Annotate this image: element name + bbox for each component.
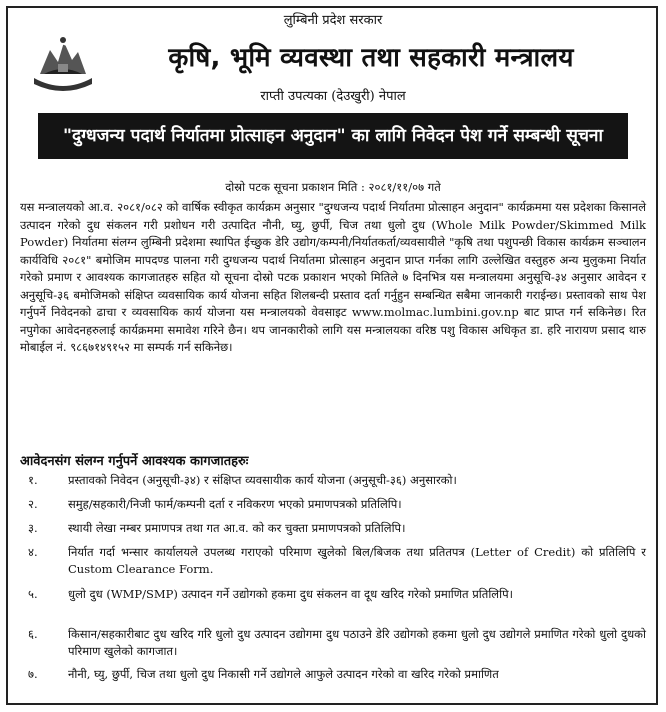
item-number: ६. — [28, 627, 38, 641]
item-number: ७. — [28, 667, 38, 681]
documents-heading: आवेदनसंग संलग्न गर्नुपर्ने आवश्यक कागजातहरुः — [20, 454, 249, 469]
ministry-location: राप्ती उपत्यका (देउखुरी) नेपाल — [260, 89, 406, 104]
publication-date: दोस्रो पटक सूचना प्रकाशन मिति : २०८१/११/०७ गते — [225, 180, 441, 194]
item-text: स्थायी लेखा नम्बर प्रमाणपत्र तथा गत आ.व. को कर चुक्ता प्रमाणपत्रको प्रतिलिपि। — [68, 521, 406, 535]
item-text: समुह/सहकारी/निजी फार्म/कम्पनी दर्ता र नविकरण भएको प्रमाणपत्रको प्रतिलिपि। — [68, 497, 402, 511]
notice-body: यस मन्त्रालयको आ.व. २०८१/०८२ को वार्षिक स्वीकृत कार्यक्रम अनुसार "दुग्धजन्य पदार्थ निर्यातमा प्रोत्साहन अनुदान" कार्यक्रममा यस प्रदेशका किसानले उत्पादन गरेको दुध संकलन गरी प्रशोधन गरी उत्पादित नौनी, घ्यु, छुर्पी, चिज तथा धुलो दुध (Whole Milk Powder/Skimmed Milk Powder) निर्यातमा संलग्न लुम्बिनी प्रदेशमा स्थापित ईच्छुक डेरि उद्योग/कम्पनी/निर्यातकर्ता/व्यवसायीले "कृषि तथा पशुपन्छी विकास कार्यक्रम सञ्चालन कार्यविधि २०८१" बमोजिम मापदण्ड पालना गरी दुग्धजन्य पदार्थ निर्यातमा प्रोत्साहन अनुदान प्राप्त गर्नका लागि उल्लेखित वस्तुहरु अन्य मुलुकमा निर्यात गरेको प्रमाण र आवश्यक कागजातहरु सहित यो सूचना दोस्रो पटक प्रकाशन भएको मितिले ७ दिनभित्र यस मन्त्रालयमा अनुसूचि-३४ अनुसार आवेदन र अनुसूचि-३६ बमोजिमको संक्षिप्त व्यवसायिक कार्य योजना सहित शिलबन्दी प्रस्ताव दर्ता गर्नुहुन सम्बन्धित सबैमा जानकारी गराईन्छ। प्रस्तावको साथ पेश गर्नुपर्ने निवेदनको ढाचा र व्यवसायिक कार्य योजना यस मन्त्रालयको वेवसाइट www.molmac.lumbini.gov.np बाट प्राप्त गर्न सकिनेछ। रित नपुगेका आवेदनहरुलाई कार्यक्रममा समावेश गरिने छैन। थप जानकारीको लागि यस मन्त्रालयका वरिष्ठ पशु विकास अधिकृत डा. हरि नारायण प्रसाद थारु मोबाईल नं. ९८६७१४९१५२ मा सम्पर्क गर्न सकिनेछ। — [20, 200, 646, 354]
item-number: ५. — [28, 587, 38, 601]
item-number: ४. — [28, 545, 38, 559]
item-text: प्रस्तावको निवेदन (अनुसूची-३४) र संक्षिप्त व्यवसायीक कार्य योजना (अनुसूची-३६) अनुसारको। — [68, 473, 457, 487]
item-text: नौनी, घ्यु, छुर्पी, चिज तथा धुलो दुध निकासी गर्ने उद्योगले आफुले उत्पादन गरेको वा खरिद गरेको प्रमाणित — [68, 667, 499, 681]
item-number: १. — [28, 473, 38, 487]
notice-title-banner: "दुग्धजन्य पदार्थ निर्यातमा प्रोत्साहन अनुदान" का लागि निवेदन पेश गर्ने सम्बन्धी सूचना — [38, 113, 628, 159]
item-text: निर्यात गर्दा भन्सार कार्यालयले उपलब्ध गराएको परिमाण खुलेको बिल/बिजक तथा प्रतितपत्र (Letter of Credit) को प्रतिलिपि र Custom Clearance Form. — [68, 545, 646, 576]
item-text: धुलो दुध (WMP/SMP) उत्पादन गर्ने उद्योगको हकमा दुध संकलन वा दूध खरिद गरेको प्रमाणित प्रतिलिपि। — [68, 587, 513, 601]
nepal-emblem-icon — [30, 34, 96, 92]
ministry-name: कृषि, भूमि व्यवस्था तथा सहकारी मन्त्रालय — [168, 43, 574, 73]
item-number: ३. — [28, 521, 38, 535]
government-name: लुम्बिनी प्रदेश सरकार — [283, 13, 383, 28]
item-number: २. — [28, 497, 38, 511]
item-text: किसान/सहकारीबाट दुध खरिद गरि धुलो दुध उत्पादन उद्योगमा दुध पठाउने डेरि उद्योगको हकमा धुलो दुध उद्योगले प्रमाणित गरेको धुलो दुधको परिमाण खुलेको कागजात। — [68, 627, 646, 658]
